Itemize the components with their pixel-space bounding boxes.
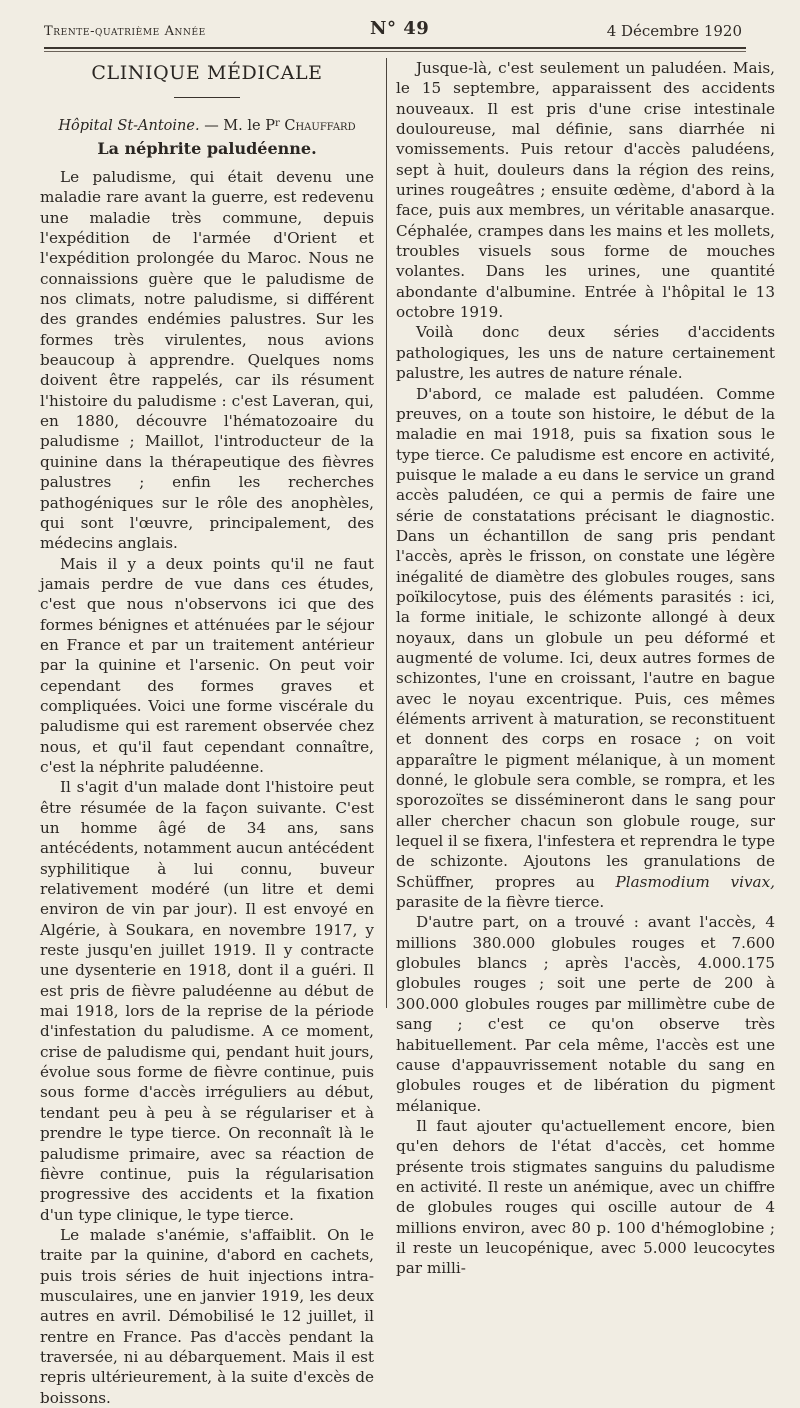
article-title: La néphrite paludéenne.	[97, 139, 317, 158]
species-name: Plasmodium vivax,	[615, 872, 775, 891]
paragraph: Le malade s'anémie, s'affaiblit. On le traite par la quinine, d'abord en cachets, puis trois séries de huit injections intra-musculaires, une en janvier 1919, les deux autres en avril. Démobilisé le 12 juillet, il rentre en France. Pas d'accès pendant la traversée, ni au débarquement. Mais il est repris ultérieurement, à la suite d'excès de boissons.	[40, 1225, 374, 1407]
paragraph-text: D'abord, ce malade est paludéen. Comme preuves, on a toute son histoire, le début de la maladie en mai 1918, puis sa fixation sous le type tierce. Ce paludisme est encore en activité, puisque le malade a eu dans le service un grand accès paludéen, ce qui a permis de faire une série de constatations précisant le diagnostic. Dans un échantillon de sang pris pendant l'accès, après le frisson, on constate une légère inégalité de diamètre des globules rouges, sans poïkilocytose, puis des éléments parasités : ici, la forme initiale, le schizonte allongé à deux noyaux, dans un globule un peu déformé et augmenté de volume. Ici, deux autres formes de schizontes, l'une en croissant, l'autre en bague avec le noyau excentrique. Puis, ces mêmes éléments arrivent à maturation, se reconstituent et donnent des corps en rosace ; on voit apparaître le pigment mélanique, à un moment donné, le globule sera comble, se rompra, et les sporozoïtes se dissémineront dans le sang pour aller chercher chacun son globule rouge, sur lequel il se fixera, l'infestera et reprendra le type de schizonte. Ajoutons les granulations de Schüffner, propres au	[396, 384, 775, 891]
byline-dash: — M. le P	[199, 118, 275, 134]
title-rule	[174, 97, 240, 98]
header-rule-thick	[44, 47, 746, 49]
volume-year: Trente-quatrième Année	[44, 24, 206, 39]
professor-superscript: r	[274, 118, 280, 129]
paragraph: Le paludisme, qui était devenu une maladie rare avant la guerre, est redevenu une maladie très commune, depuis l'expédition de l'armée d'Orient et l'expédition prolongée du Maroc. Nous ne connaissions guère que le paludisme de nos climats, notre paludisme, si différent des grandes endémies palustres. Sur les formes très virulentes, nous avions beaucoup à apprendre. Quelques noms doivent être rappelés, car ils résument l'histoire du paludisme : c'est Laveran, qui, en 1880, découvre l'hématozoaire du paludisme ; Maillot, l'introducteur de la quinine dans la thérapeutique des fièvres palustres ; enfin les recherches pathogéniques sur le rôle des anophèles, qui sont l'œuvre, principalement, des médecins anglais.	[40, 168, 374, 553]
hospital-name: Hôpital St-Antoine.	[58, 118, 200, 134]
paragraph: Il faut ajouter qu'actuellement encore, bien qu'en dehors de l'état d'accès, cet homme présente trois stigmates sanguins du paludisme en activité. Il reste un anémique, avec un chiffre de globules rouges qui oscille autour de 4 millions environ, avec 80 p. 100 d'hémoglobine ; il reste un leucopénique, avec 5.000 leucocytes par milli-	[396, 1116, 775, 1278]
paragraph: Voilà donc deux séries d'accidents pathologiques, les uns de nature certainement palustre, les autres de nature rénale.	[396, 323, 775, 383]
issue-date: 4 Décembre 1920	[606, 22, 742, 40]
header-rule-thin	[44, 51, 746, 52]
professor-name: Chauffard	[279, 118, 356, 134]
species-tail: parasite de la fièvre tierce.	[396, 893, 605, 912]
running-head	[44, 20, 742, 42]
paragraph: Il s'agit d'un malade dont l'histoire peut être résumée de la façon suivante. C'est un homme âgé de 34 ans, sans antécédents, notamment aucun antécédent syphilitique à lui connu, buveur relativement modéré (un litre et demi environ de vin par jour). Il est envoyé en Algérie, à Soukara, en novembre 1917, y reste jusqu'en juillet 1919. Il y contracte une dysenterie en 1918, dont il a guéri. Il est pris de fièvre paludéenne au début de mai 1918, lors de la reprise de la période d'infestation du paludisme. A ce moment, crise de paludisme qui, pendant huit jours, évolue sous forme de fièvre continue, puis sous forme d'accès irréguliers au début, tendant peu à peu à se régulariser et à prendre le type tierce. On reconnaît là le paludisme primaire, avec sa réaction de fièvre continue, puis la régularisation progressive des accidents et la fixation d'un type clinique, le type tierce.	[40, 778, 374, 1224]
paragraph: Mais il y a deux points qu'il ne faut jamais perdre de vue dans ces études, c'est que nous n'observons ici que des formes bénignes et atténuées par le séjour en France et par un traitement antérieur par la quinine et l'arsenic. On peut voir cependant des formes graves et compliquées. Voici une forme viscérale du paludisme qui est rarement observée chez nous, et qu'il faut cependant connaître, c'est la néphrite paludéenne.	[40, 554, 374, 776]
byline	[40, 114, 374, 135]
section-title: CLINIQUE MÉDICALE	[91, 62, 323, 84]
issue-number: N° 49	[370, 18, 430, 39]
paragraph-with-species	[396, 384, 775, 913]
left-column	[40, 58, 374, 1408]
paragraph: Jusque-là, c'est seulement un paludéen. Mais, le 15 septembre, apparaissent des accidents nouveaux. Il est pris d'une crise intestinale douloureuse, mal définie, sans diarrhée ni vomissements. Puis retour d'accès paludéens, sept à huit, douleurs dans la région des reins, urines rougeâtres ; ensuite œdème, d'abord à la face, puis aux membres, un véritable anasarque. Céphalée, crampes dans les mains et les mollets, troubles visuels sous forme de mouches volantes. Dans les urines, une quantité abondante d'albumine. Entrée à l'hôpital le 13 octobre 1919.	[396, 59, 775, 322]
right-column	[396, 58, 775, 1279]
paragraph: D'autre part, on a trouvé : avant l'accès, 4 millions 380.000 globules rouges et 7.600 globules blancs ; après l'accès, 4.000.175 globules rouges ; soit une perte de 200 à 300.000 globules rouges par millimètre cube de sang ; c'est ce qu'on observe très habituellement. Par cela même, l'accès est une cause d'appauvrissement notable du sang en globules rouges et de libération du pigment mélanique.	[396, 913, 775, 1115]
column-divider	[386, 58, 387, 1008]
